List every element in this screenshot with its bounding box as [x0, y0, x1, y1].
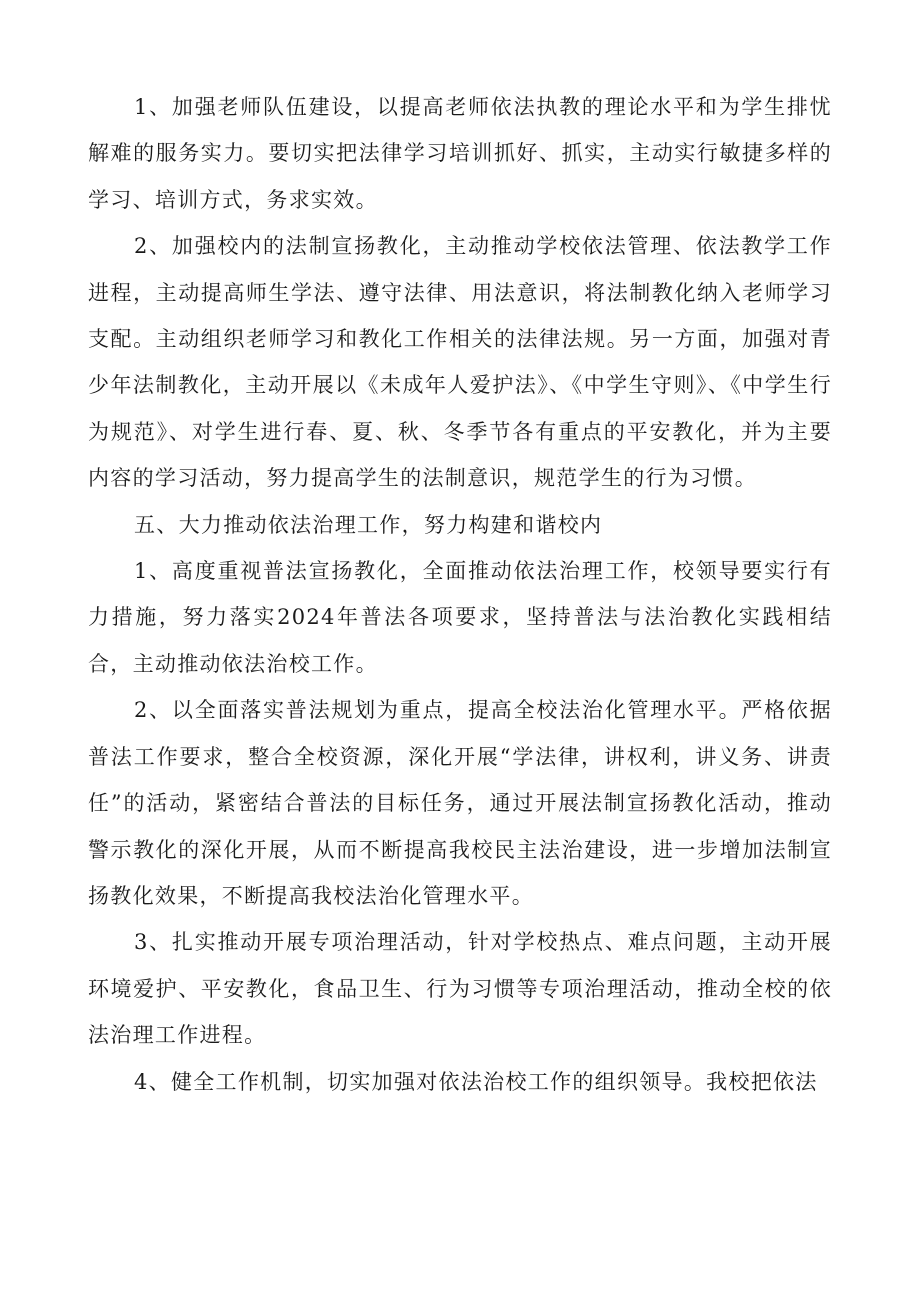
paragraph-planning: 2、以全面落实普法规划为重点，提高全校法治化管理水平。严格依据普法工作要求，整合全校资源，深化开展“学法律，讲权利，讲义务、讲责任”的活动，紧密结合普法的目标任务，通过开展法制宣扬教化活动，推动警示教化的深化开展，从而不断提高我校民主法治建设，进一步增加法制宣扬教化效果，不断提高我校法治化管理水平。 [88, 698, 832, 908]
paragraph-special-governance: 3、扎实推动开展专项治理活动，针对学校热点、难点问题，主动开展环境爱护、平安教化，食品卫生、行为习惯等专项治理活动，推动全校的依法治理工作进程。 [88, 930, 832, 1048]
paragraph-legal-education: 2、加强校内的法制宣扬教化，主动推动学校依法管理、依法教学工作进程，主动提高师生学法、遵守法律、用法意识，将法制教化纳入老师学习支配。主动组织老师学习和教化工作相关的法律法规。另一方面，加强对青少年法制教化，主动开展以《未成年人爱护法》、《中学生守则》、《中学生行为规范》、对学生进行春、夏、秋、冬季节各有重点的平安教化，并为主要内容的学习活动，努力提高学生的法制意识，规范学生的行为习惯。 [88, 234, 832, 491]
paragraph-law-popularization: 1、高度重视普法宣扬教化，全面推动依法治理工作，校领导要实行有力措施，努力落实2024年普法各项要求，坚持普法与法治教化实践相结合，主动推动依法治校工作。 [88, 559, 832, 676]
section-heading-five: 五、大力推动依法治理工作，努力构建和谐校内 [134, 512, 603, 537]
paragraph-work-mechanism: 4、健全工作机制，切实加强对依法治校工作的组织领导。我校把依法 [134, 1069, 818, 1094]
document-page [88, 84, 832, 1105]
paragraph-teacher-team: 1、加强老师队伍建设，以提高老师依法执教的理论水平和为学生排忧解难的服务实力。要切实把法律学习培训抓好、抓实，主动实行敏捷多样的学习、培训方式，务求实效。 [88, 95, 832, 212]
